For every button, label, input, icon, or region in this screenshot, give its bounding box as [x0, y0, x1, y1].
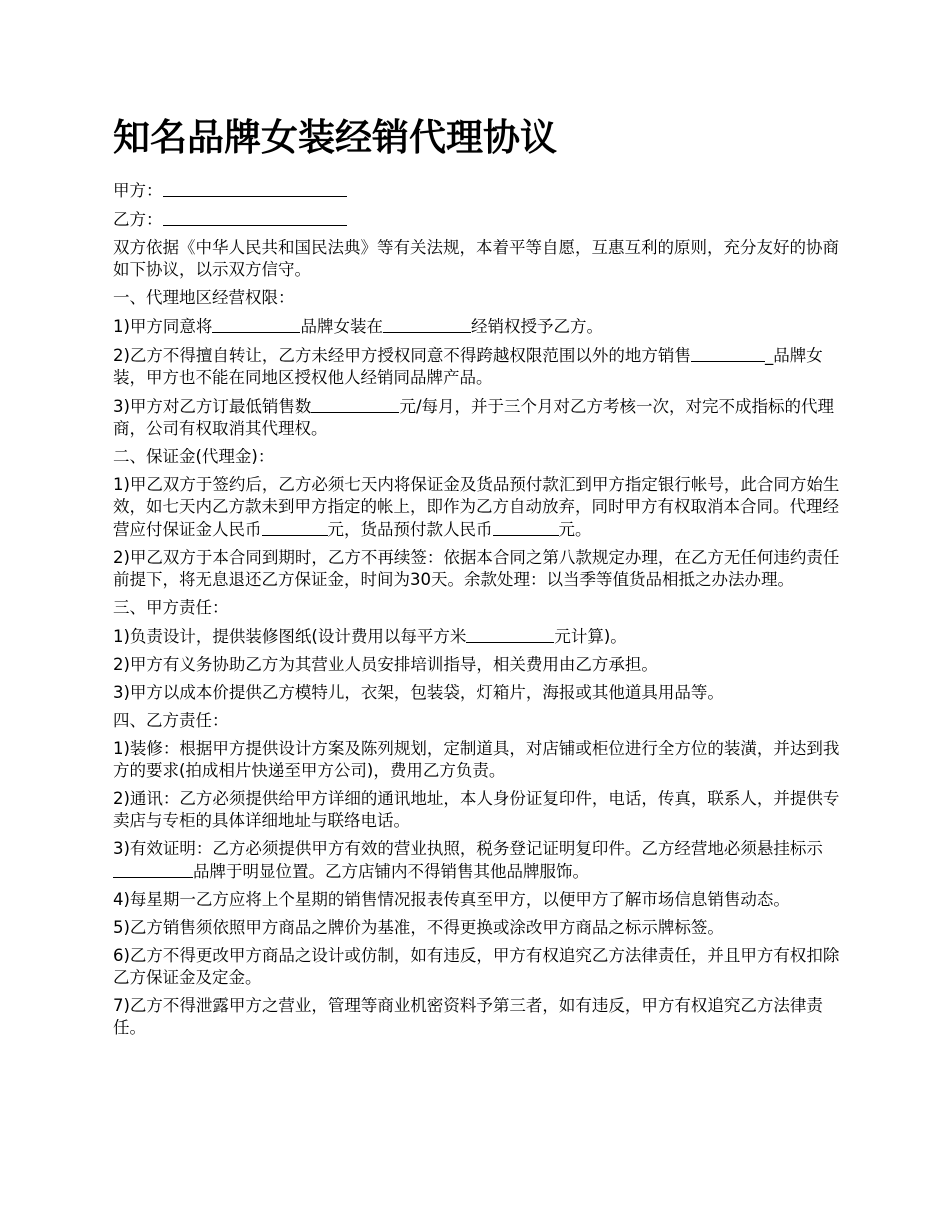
section-1-item-2: 2)乙方不得擅自转让，乙方未经甲方授权同意不得跨越权限范围以外的地方销售 _品牌女装，甲方也不能在同地区授权他人经销同品牌产品。 [113, 346, 823, 387]
blank [466, 625, 554, 643]
blank [383, 315, 471, 333]
blank [262, 518, 328, 536]
section-2-item-1: 1)甲乙双方于签约后，乙方必须七天内将保证金及货品预付款汇到甲方指定银行帐号，此合同方始生效，如七天内乙方款未到甲方指定的帐上，即作为乙方自动放弃，同时甲方有权取消本合同。代理经营应付保证金人民币 元，货品预付款人民币 元。 [113, 475, 840, 539]
section-3-item-2: 2)甲方有义务协助乙方为其营业人员安排培训指导，相关费用由乙方承担。 [113, 655, 658, 674]
section-3-item-3: 3)甲方以成本价提供乙方模特儿，衣架，包装袋，灯箱片，海报或其他道具用品等。 [113, 683, 724, 702]
intro-paragraph: 双方依据《中华人民共和国民法典》等有关法规，本着平等自愿，互惠互利的原则，充分友好的协商如下协议，以示双方信守。 [113, 238, 839, 279]
blank [493, 518, 559, 536]
section-2-heading: 二、保证金(代理金)： [113, 447, 275, 466]
blank [212, 315, 300, 333]
party-a-blank [163, 179, 347, 197]
section-4-item-3: 3)有效证明：乙方必须提供甲方有效的营业执照，税务登记证明复印件。乙方经营地必须悬挂标示品牌于明显位置。乙方店铺内不得销售其他品牌服饰。 [113, 839, 823, 881]
party-a-label: 甲方： [113, 181, 163, 200]
section-4-item-5: 5)乙方销售须依照甲方商品之牌价为基准，不得更换或涂改甲方商品之标示牌标签。 [113, 918, 724, 937]
section-4-item-4: 4)每星期一乙方应将上个星期的销售情况报表传真至甲方，以便甲方了解市场信息销售动态。 [113, 890, 790, 909]
section-4-item-6: 6)乙方不得更改甲方商品之设计或仿制，如有违反，甲方有权追究乙方法律责任，并且甲方有权扣除乙方保证金及定金。 [113, 946, 840, 987]
section-4-item-1: 1)装修：根据甲方提供设计方案及陈列规划，定制道具，对店铺或柜位进行全方位的装潢，并达到我方的要求(拍成相片快递至甲方公司)，费用乙方负责。 [113, 739, 840, 780]
document-title: 知名品牌女装经销代理协议 [113, 115, 557, 159]
section-1-item-1: 1)甲方同意将 品牌女装在 经销权授予乙方。 [113, 317, 603, 336]
blank [691, 344, 765, 362]
section-4-item-2: 2)通讯：乙方必须提供给甲方详细的通讯地址，本人身份证复印件，电话，传真，联系人，并提供专卖店与专柜的具体详细地址与联络电话。 [113, 789, 840, 830]
party-b-blank [163, 208, 347, 226]
blank [113, 860, 193, 878]
section-2-item-2: 2)甲乙双方于本合同到期时，乙方不再续签：依据本合同之第八款规定办理，在乙方无任何违约责任前提下，将无息退还乙方保证金，时间为30天。余款处理：以当季等值货品相抵之办法办理。 [113, 548, 840, 589]
section-3-item-1: 1)负责设计，提供装修图纸(设计费用以每平方米 元计算)。 [113, 627, 627, 646]
party-a-line [113, 179, 853, 202]
section-4-heading: 四、乙方责任： [113, 711, 229, 730]
party-b-label: 乙方： [113, 210, 163, 229]
document-body [113, 179, 853, 1045]
blank [311, 395, 399, 413]
section-1-heading: 一、代理地区经营权限： [113, 288, 295, 307]
party-b-line [113, 208, 853, 231]
section-3-heading: 三、甲方责任： [113, 598, 229, 617]
section-1-item-3: 3)甲方对乙方订最低销售数 元/每月，并于三个月对乙方考核一次，对完不成指标的代理商，公司有权取消其代理权。 [113, 397, 834, 438]
section-4-item-7: 7)乙方不得泄露甲方之营业，管理等商业机密资料予第三者，如有违反，甲方有权追究乙方法律责任。 [113, 996, 823, 1037]
